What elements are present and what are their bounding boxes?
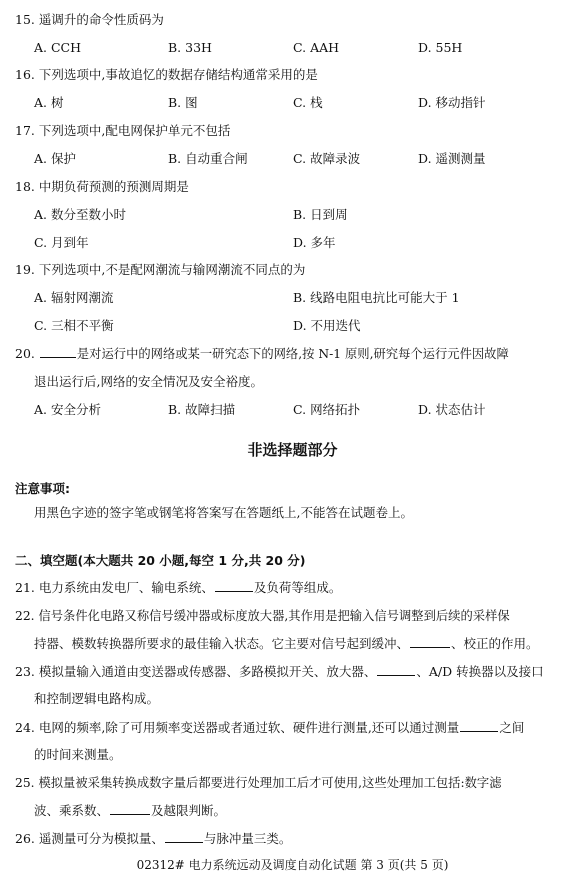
question-15-option-c: C. AAH — [293, 40, 340, 55]
question-20-option-c: C. 网络拓扑 — [293, 402, 361, 417]
question-18-option-b: B. 日到周 — [293, 207, 348, 222]
question-22-line-2 — [34, 636, 539, 652]
question-16-option-a: A. 树 — [34, 95, 64, 110]
question-26-blank — [165, 831, 203, 843]
question-26-text-after: 与脉冲量三类。 — [203, 831, 292, 846]
question-23-text-after: 、A/D 转换器以及接口 — [416, 664, 544, 679]
question-20-blank — [40, 346, 76, 358]
question-21-text-before: 21. 电力系统由发电厂、输电系统、 — [15, 580, 214, 595]
question-25-line-2 — [34, 803, 226, 819]
question-20-option-b: B. 故障扫描 — [168, 402, 236, 417]
question-18-stem: 18. 中期负荷预测的预测周期是 — [15, 179, 189, 194]
question-23-line-1 — [15, 664, 544, 680]
question-24-text-before: 24. 电网的频率,除了可用频率变送器或者通过软、硬件进行测量,还可以通过测量 — [15, 720, 460, 735]
question-22-blank — [410, 636, 450, 648]
question-26 — [15, 831, 291, 847]
question-18-option-c: C. 月到年 — [34, 235, 89, 250]
question-17-option-c: C. 故障录波 — [293, 151, 361, 166]
question-20-option-a: A. 安全分析 — [34, 402, 101, 417]
question-24-text-after: 之间 — [499, 720, 525, 735]
question-17-option-a: A. 保护 — [34, 151, 76, 166]
question-19-option-d: D. 不用迭代 — [293, 318, 361, 333]
question-26-text-before: 26. 遥测量可分为模拟量、 — [15, 831, 164, 846]
question-25-line-1: 25. 模拟量被采集转换成数字量后都要进行处理加工后才可使用,这些处理加工包括:数字滤 — [15, 776, 502, 790]
question-22-line-1: 22. 信号条件化电路又称信号缓冲器或标度放大器,其作用是把输入信号调整到后续的采样保 — [15, 609, 510, 623]
question-21 — [15, 580, 341, 596]
page-footer: 02312# 电力系统远动及调度自动化试题 第 3 页(共 5 页) — [136, 858, 449, 872]
question-15-option-a: A. CCH — [34, 40, 82, 55]
question-19-option-c: C. 三相不平衡 — [34, 318, 114, 333]
question-19-option-a: A. 辐射网潮流 — [34, 290, 114, 305]
question-25-text-before: 波、乘系数、 — [34, 803, 110, 818]
question-16-option-d: D. 移动指针 — [418, 95, 486, 110]
question-18-option-a: A. 数分至数小时 — [34, 207, 126, 222]
question-23-blank — [377, 664, 415, 676]
notice-title: 注意事项: — [15, 481, 70, 496]
question-16-option-b: B. 图 — [168, 95, 198, 110]
question-23-text-before: 23. 模拟量输入通道由变送器或传感器、多路模拟开关、放大器、 — [15, 664, 377, 679]
question-22-text-before: 持器、模数转换器所要求的最佳输入状态。它主要对信号起到缓冲、 — [34, 636, 410, 651]
section-title: 非选择题部分 — [247, 441, 338, 459]
question-15-option-d: D. 55H — [418, 40, 463, 55]
question-21-text-after: 及负荷等组成。 — [253, 580, 342, 595]
question-18-option-d: D. 多年 — [293, 235, 336, 250]
question-25-text-after: 及越限判断。 — [151, 803, 227, 818]
question-20-number: 20. — [15, 346, 35, 361]
question-17-option-b: B. 自动重合闸 — [168, 151, 248, 166]
question-24-line-2: 的时间来测量。 — [34, 747, 122, 762]
question-24-line-1 — [15, 720, 524, 736]
part-two-heading: 二、填空题(本大题共 20 小题,每空 1 分,共 20 分) — [15, 553, 306, 568]
question-19-stem: 19. 下列选项中,不是配网潮流与输网潮流不同点的为 — [15, 262, 306, 277]
question-20-line-2: 退出运行后,网络的安全情况及安全裕度。 — [34, 374, 263, 389]
question-17-option-d: D. 遥测测量 — [418, 151, 486, 166]
question-25-blank — [110, 803, 150, 815]
question-20-line-1 — [15, 346, 509, 362]
question-19-option-b: B. 线路电阻电抗比可能大于 1 — [293, 290, 460, 305]
question-17-stem: 17. 下列选项中,配电网保护单元不包括 — [15, 123, 231, 138]
question-16-option-c: C. 栈 — [293, 95, 323, 110]
question-22-text-after: 、校正的作用。 — [451, 636, 539, 651]
question-16-stem: 16. 下列选项中,事故追忆的数据存储结构通常采用的是 — [15, 67, 318, 82]
question-21-blank — [215, 580, 253, 592]
question-15-option-b: B. 33H — [168, 40, 212, 55]
notice-body: 用黑色字迹的签字笔或钢笔将答案写在答题纸上,不能答在试题卷上。 — [34, 505, 413, 520]
question-20-option-d: D. 状态估计 — [418, 402, 486, 417]
question-24-blank — [460, 720, 498, 732]
question-20-text-1: 是对运行中的网络或某一研究态下的网络,按 N-1 原则,研究每个运行元件因故障 — [76, 347, 509, 361]
question-23-line-2: 和控制逻辑电路构成。 — [34, 691, 160, 706]
question-15-stem: 15. 遥调升的命令性质码为 — [15, 12, 164, 27]
